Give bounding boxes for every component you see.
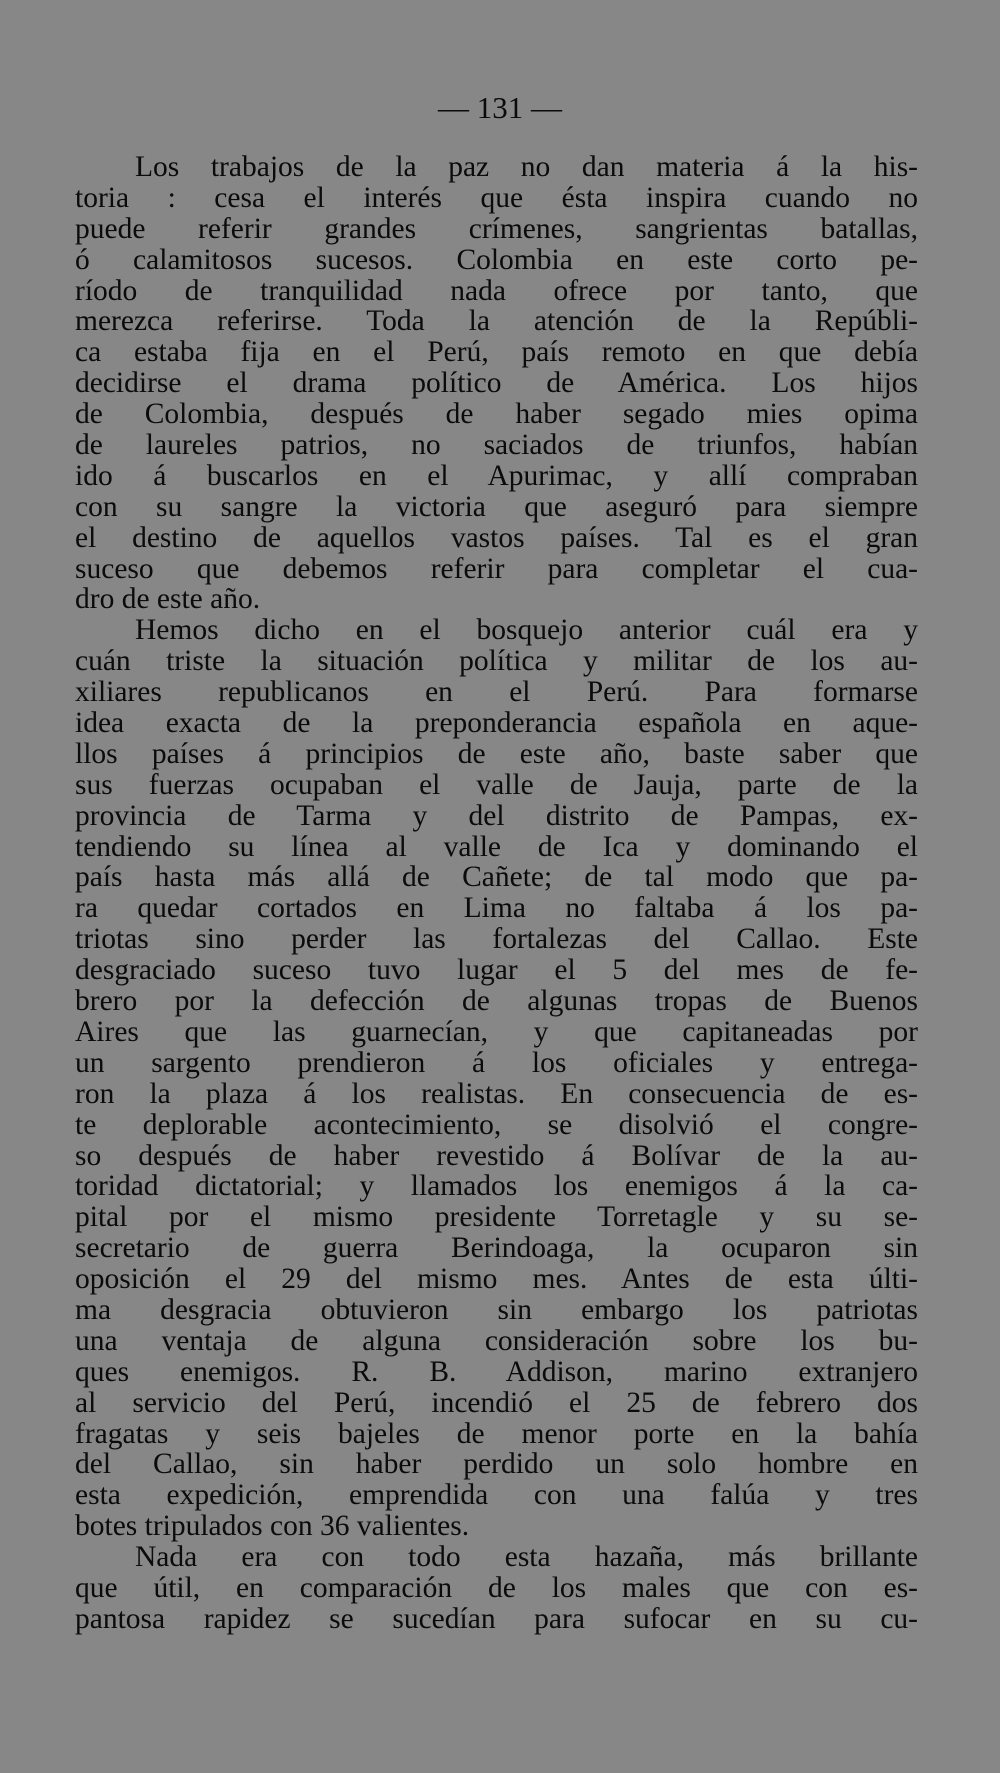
text-line: te deplorable acontecimiento, se disolvió el congre- <box>75 1108 918 1141</box>
text-line: desgraciado suceso tuvo lugar el 5 del mes de fe- <box>75 954 918 987</box>
text-line: Nada era con todo esta hazaña, más brillante <box>135 1541 918 1574</box>
text-line: triotas sino perder las fortalezas del Callao. Este <box>75 923 918 956</box>
text-line: suceso que debemos referir para completar el cua- <box>75 552 918 585</box>
text-line: ido á buscarlos en el Apurimac, y allí compraban <box>75 459 918 492</box>
text-line: tendiendo su línea al valle de Ica y dominando el <box>75 830 918 863</box>
text-line: ron la plaza á los realistas. En consecuencia de es- <box>75 1077 918 1110</box>
text-line: al servicio del Perú, incendió el 25 de febrero dos <box>75 1386 918 1419</box>
text-line: un sargento prendieron á los oficiales y entrega- <box>75 1046 918 1079</box>
text-line: país hasta más allá de Cañete; de tal modo que pa- <box>75 861 918 894</box>
text-line: pantosa rapidez se sucedían para sufocar en su cu- <box>75 1602 918 1635</box>
text-line: que útil, en comparación de los males que con es- <box>75 1571 918 1604</box>
text-line: pital por el mismo presidente Torretagle y su se- <box>75 1201 918 1234</box>
text-line: de laureles patrios, no saciados de triunfos, habían <box>75 429 918 462</box>
text-line: merezca referirse. Toda la atención de la Repúbli- <box>75 305 918 338</box>
text-line: so después de haber revestido á Bolívar de la au- <box>75 1139 918 1172</box>
text-line: secretario de guerra Berindoaga, la ocuparon sin <box>75 1232 918 1265</box>
text-line: llos países á principios de este año, baste saber que <box>75 737 918 770</box>
text-line: dro de este año. <box>75 583 261 616</box>
text-line: xiliares republicanos en el Perú. Para formarse <box>75 676 918 709</box>
text-line: idea exacta de la preponderancia española en aque- <box>75 707 918 740</box>
text-line: toridad dictatorial; y llamados los enemigos á la ca- <box>75 1170 918 1203</box>
body-text <box>75 152 918 1635</box>
text-line: de Colombia, después de haber segado mies opima <box>75 398 918 431</box>
text-line: Aires que las guarnecían, y que capitaneadas por <box>75 1015 918 1048</box>
text-line: el destino de aquellos vastos países. Tal es el gran <box>75 521 918 554</box>
text-line: decidirse el drama político de América. Los hijos <box>75 367 918 400</box>
text-line: provincia de Tarma y del distrito de Pampas, ex- <box>75 799 918 832</box>
text-line: Hemos dicho en el bosquejo anterior cuál era y <box>135 614 918 647</box>
text-line: ques enemigos. R. B. Addison, marino extranjero <box>75 1355 918 1388</box>
paragraph-2 <box>75 615 918 1542</box>
text-line: con su sangre la victoria que aseguró para siempre <box>75 490 918 523</box>
text-line: oposición el 29 del mismo mes. Antes de esta últi- <box>75 1263 918 1296</box>
text-line: puede referir grandes crímenes, sangrientas batallas, <box>75 212 918 245</box>
text-line: Los trabajos de la paz no dan materia á la his- <box>135 151 918 183</box>
text-line: cuán triste la situación política y militar de los au- <box>75 645 918 678</box>
text-line: brero por la defección de algunas tropas de Buenos <box>75 985 918 1018</box>
text-line: una ventaja de alguna consideración sobre los bu- <box>75 1324 918 1357</box>
paragraph-3 <box>75 1542 918 1635</box>
text-line: ca estaba fija en el Perú, país remoto en que debía <box>75 336 918 369</box>
text-line: ríodo de tranquilidad nada ofrece por tanto, que <box>75 274 918 307</box>
text-line: ma desgracia obtuvieron sin embargo los patriotas <box>75 1293 918 1326</box>
text-line: esta expedición, emprendida con una falúa y tres <box>75 1479 918 1512</box>
text-line: sus fuerzas ocupaban el valle de Jauja, parte de la <box>75 768 918 801</box>
text-line: toria : cesa el interés que ésta inspira cuando no <box>75 181 918 214</box>
text-line: del Callao, sin haber perdido un solo hombre en <box>75 1448 918 1481</box>
page-number: — 131 — <box>438 90 562 125</box>
text-line: botes tripulados con 36 valientes. <box>75 1510 470 1543</box>
text-line: ra quedar cortados en Lima no faltaba á los pa- <box>75 892 918 925</box>
text-line: ó calamitosos sucesos. Colombia en este corto pe- <box>75 243 918 276</box>
text-line: fragatas y seis bajeles de menor porte en la bahía <box>75 1417 918 1450</box>
paragraph-1 <box>75 152 918 615</box>
